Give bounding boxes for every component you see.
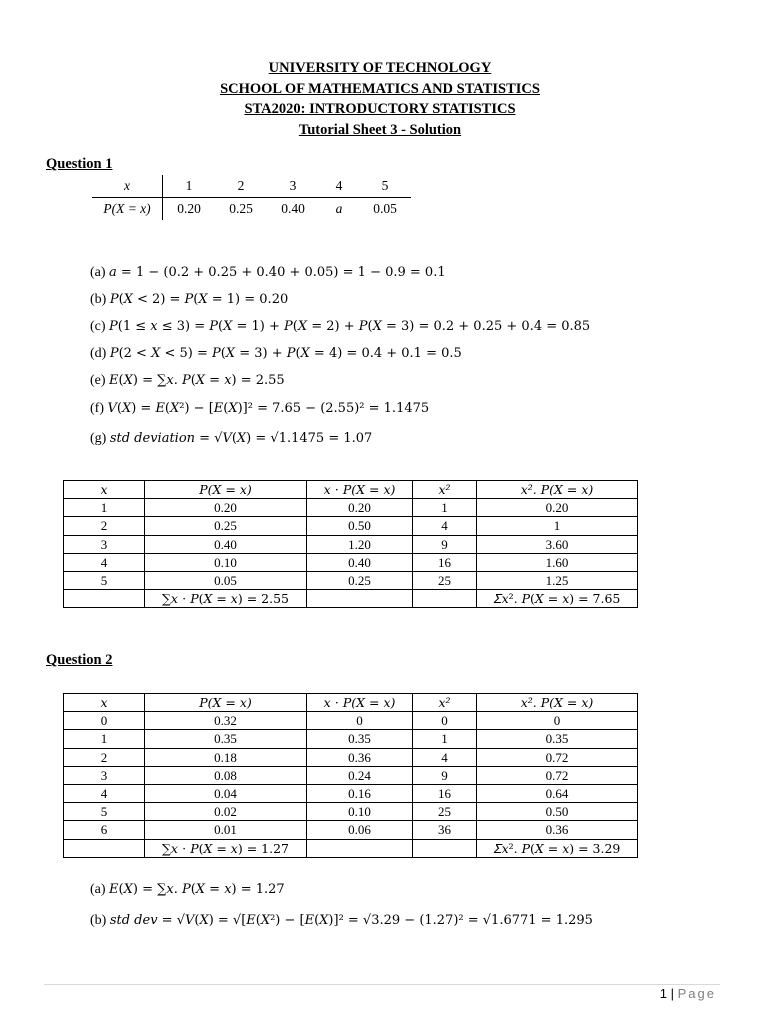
sum-x2px: 𝛴𝑥². 𝑃(𝑋 = 𝑥) = 3.29 [477, 839, 638, 857]
header-px: 𝑃(𝑋 = 𝑥) [145, 481, 307, 499]
answer-text: 𝑎 = 1 − (0.2 + 0.25 + 0.40 + 0.05) = 1 − 0.9 = 0.1 [109, 265, 446, 280]
answer-text: 𝑉(𝑋) = 𝐸(𝑋²) − [𝐸(𝑋)]² = 7.65 − (2.55)² = 1.1475 [107, 401, 430, 416]
pmf-p-value: 0.25 [229, 201, 253, 216]
cell: 0.50 [307, 517, 413, 535]
university-name: UNIVERSITY OF TECHNOLOGY [268, 60, 492, 76]
cell: 0.32 [145, 712, 307, 730]
cell: 2 [64, 517, 145, 535]
cell: 2 [64, 748, 145, 766]
cell [64, 590, 145, 608]
table-row [64, 712, 638, 730]
pmf-p-value: 0.40 [281, 201, 305, 216]
cell: 0.04 [145, 784, 307, 802]
cell: 4 [413, 517, 477, 535]
pmf-x-row [92, 175, 411, 198]
question-2-title: Question 2 [46, 652, 113, 668]
answer-label: (a) [90, 882, 106, 897]
cell: 0.40 [307, 553, 413, 571]
cell [307, 839, 413, 857]
cell: 0.20 [307, 499, 413, 517]
table-row [64, 821, 638, 839]
cell: 1 [64, 730, 145, 748]
q1-answer-e [90, 373, 285, 389]
table-sum-row [64, 590, 638, 608]
cell: 5 [64, 571, 145, 589]
header-x2: 𝑥² [413, 694, 477, 712]
cell: 3 [64, 535, 145, 553]
cell: 16 [413, 553, 477, 571]
q1-pmf-table [92, 175, 411, 220]
course-title: STA2020: INTRODUCTORY STATISTICS [244, 101, 516, 117]
cell: 25 [413, 571, 477, 589]
table-row [64, 535, 638, 553]
cell: 9 [413, 535, 477, 553]
answer-label: (c) [90, 319, 106, 334]
header-x2px: 𝑥². 𝑃(𝑋 = 𝑥) [477, 694, 638, 712]
cell: 0.72 [477, 748, 638, 766]
cell: 0.36 [307, 748, 413, 766]
header-x: 𝑥 [64, 481, 145, 499]
cell: 0.36 [477, 821, 638, 839]
cell: 0 [413, 712, 477, 730]
q1-answer-d [90, 346, 462, 362]
answer-label: (b) [90, 913, 107, 928]
sum-xpx: ∑𝑥 ⋅ 𝑃(𝑋 = 𝑥) = 2.55 [145, 590, 307, 608]
cell: 0.10 [145, 553, 307, 571]
cell: 0.20 [145, 499, 307, 517]
cell: 0.72 [477, 766, 638, 784]
pmf-p-row [92, 198, 411, 221]
answer-label: (b) [90, 292, 107, 307]
pmf-x-value: 5 [359, 175, 411, 198]
q1-answer-f [90, 401, 429, 417]
answer-text: 𝑃(1 ≤ 𝑥 ≤ 3) = 𝑃(𝑋 = 1) + 𝑃(𝑋 = 2) + 𝑃(𝑋 = 3) = 0.2 + 0.25 + 0.4 = 0.85 [109, 319, 591, 334]
cell: 36 [413, 821, 477, 839]
cell: 0 [307, 712, 413, 730]
answer-label: (f) [90, 401, 104, 416]
cell: 1 [413, 730, 477, 748]
sum-xpx: ∑𝑥 ⋅ 𝑃(𝑋 = 𝑥) = 1.27 [145, 839, 307, 857]
cell: 0 [477, 712, 638, 730]
pmf-x-value: 4 [319, 175, 359, 198]
cell: 0.16 [307, 784, 413, 802]
sum-x2px: 𝛴𝑥². 𝑃(𝑋 = 𝑥) = 7.65 [477, 590, 638, 608]
q2-calculation-table [63, 693, 638, 858]
cell: 0.01 [145, 821, 307, 839]
cell [413, 839, 477, 857]
q1-answer-g [90, 431, 372, 447]
cell: 5 [64, 803, 145, 821]
page-footer [660, 986, 716, 1001]
table-header-row [64, 694, 638, 712]
pmf-x-label: x [92, 175, 163, 198]
question-1-title: Question 1 [46, 156, 113, 172]
answer-label: (e) [90, 373, 106, 388]
answer-label: (g) [90, 431, 107, 446]
header-x2px: 𝑥². 𝑃(𝑋 = 𝑥) [477, 481, 638, 499]
cell: 0.64 [477, 784, 638, 802]
page-word: Page [677, 986, 716, 1001]
answer-text: 𝑠𝑡𝑑 𝑑𝑒𝑣𝑖𝑎𝑡𝑖𝑜𝑛 = √𝑉(𝑋) = √1.1475 = 1.07 [109, 431, 373, 446]
cell: 1.60 [477, 553, 638, 571]
table-row [64, 784, 638, 802]
q2-answer-b [90, 913, 593, 929]
table-row [64, 517, 638, 535]
cell: 0.18 [145, 748, 307, 766]
cell: 4 [64, 553, 145, 571]
answer-text: 𝑠𝑡𝑑 𝑑𝑒𝑣 = √𝑉(𝑋) = √[𝐸(𝑋²) − [𝐸(𝑋)]² = √3.29 − (1.27)² = √1.6771 = 1.295 [109, 913, 593, 928]
school-name: SCHOOL OF MATHEMATICS AND STATISTICS [220, 80, 540, 97]
header-xpx: 𝑥 ⋅ 𝑃(𝑋 = 𝑥) [307, 481, 413, 499]
answer-text: 𝐸(𝑋) = ∑𝑥. 𝑃(𝑋 = 𝑥) = 1.27 [109, 882, 285, 897]
table-row [64, 766, 638, 784]
q1-answer-c [90, 319, 590, 335]
cell: 0.40 [145, 535, 307, 553]
cell: 0 [64, 712, 145, 730]
q1-calculation-table [63, 480, 638, 608]
pmf-x-value: 1 [163, 175, 216, 198]
header-px: 𝑃(𝑋 = 𝑥) [145, 694, 307, 712]
document-header [0, 58, 760, 140]
cell: 6 [64, 821, 145, 839]
cell: 0.05 [145, 571, 307, 589]
cell: 0.10 [307, 803, 413, 821]
cell: 0.06 [307, 821, 413, 839]
pmf-x-value: 3 [267, 175, 319, 198]
footer-divider [44, 984, 720, 985]
table-sum-row [64, 839, 638, 857]
cell: 1.25 [477, 571, 638, 589]
cell: 3.60 [477, 535, 638, 553]
cell: 0.08 [145, 766, 307, 784]
cell [413, 590, 477, 608]
pmf-p-label: P(X = x) [92, 198, 163, 221]
cell: 0.35 [477, 730, 638, 748]
q2-answer-a [90, 882, 285, 898]
cell: 9 [413, 766, 477, 784]
cell: 0.50 [477, 803, 638, 821]
cell: 4 [413, 748, 477, 766]
pmf-p-value: a [335, 201, 343, 216]
cell: 25 [413, 803, 477, 821]
cell: 16 [413, 784, 477, 802]
table-row [64, 499, 638, 517]
answer-text: 𝑃(𝑋 < 2) = 𝑃(𝑋 = 1) = 0.20 [109, 292, 289, 307]
answer-text: 𝑃(2 < 𝑋 < 5) = 𝑃(𝑋 = 3) + 𝑃(𝑋 = 4) = 0.4 + 0.1 = 0.5 [109, 346, 462, 361]
cell: 0.35 [145, 730, 307, 748]
cell: 1.20 [307, 535, 413, 553]
table-row [64, 730, 638, 748]
answer-label: (d) [90, 346, 107, 361]
table-row [64, 748, 638, 766]
cell: 1 [477, 517, 638, 535]
table-header-row [64, 481, 638, 499]
header-xpx: 𝑥 ⋅ 𝑃(𝑋 = 𝑥) [307, 694, 413, 712]
table-row [64, 803, 638, 821]
cell: 0.25 [145, 517, 307, 535]
q1-answer-b [90, 292, 288, 308]
pmf-p-value: 0.05 [373, 201, 397, 216]
cell: 0.35 [307, 730, 413, 748]
cell: 0.25 [307, 571, 413, 589]
cell: 1 [64, 499, 145, 517]
answer-label: (a) [90, 265, 106, 280]
header-x2: 𝑥² [413, 481, 477, 499]
table-row [64, 571, 638, 589]
header-x: 𝑥 [64, 694, 145, 712]
page-number: 1 [659, 986, 667, 1001]
pmf-x-value: 2 [215, 175, 267, 198]
sheet-title: Tutorial Sheet 3 - Solution [298, 121, 462, 138]
answer-text: 𝐸(𝑋) = ∑𝑥. 𝑃(𝑋 = 𝑥) = 2.55 [109, 373, 285, 388]
cell [307, 590, 413, 608]
footer-separator: | [670, 986, 674, 1001]
cell: 0.20 [477, 499, 638, 517]
cell: 3 [64, 766, 145, 784]
cell: 1 [413, 499, 477, 517]
q1-answer-a [90, 265, 446, 281]
cell: 0.02 [145, 803, 307, 821]
pmf-p-value: 0.20 [177, 201, 201, 216]
cell [64, 839, 145, 857]
cell: 0.24 [307, 766, 413, 784]
table-row [64, 553, 638, 571]
cell: 4 [64, 784, 145, 802]
